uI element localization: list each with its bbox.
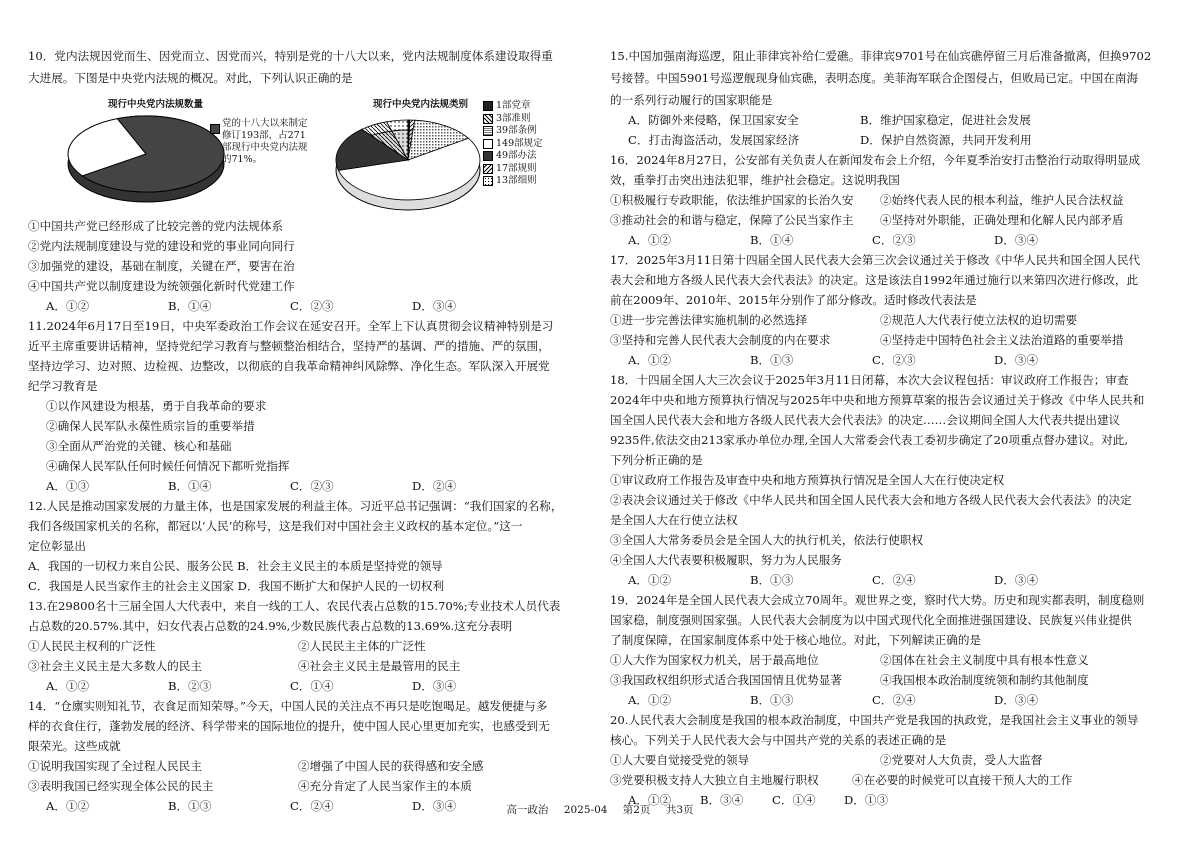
chart2-legend-swatch — [483, 176, 493, 186]
q19-statement: ③我国政权组织形式适合我国国情且优势显著 — [610, 673, 842, 687]
q15-option-b[interactable]: B．维护国家稳定，促进社会发展 — [860, 113, 1031, 127]
footer-total: 共3页 — [665, 804, 694, 816]
q18-stem-line: 9235件,依法交由213家承办单位办理,全国人大常委会代表工委初步确定了20项重点督办建议。对此, — [610, 433, 1129, 447]
q17-statements-row — [610, 310, 1150, 330]
q10-statement: ①中国共产党已经形成了比较完善的党内法规体系 — [28, 219, 284, 233]
q13-options — [46, 676, 534, 696]
q11-stem-line: 11.2024年6月17日至19日，中央军委政治工作会议在延安召开。全军上下认真贯彻会议精神特别是习 — [28, 319, 554, 333]
page-footer — [0, 802, 1200, 817]
q17-statement: ③坚持和完善人民代表大会制度的内在要求 — [610, 333, 831, 347]
q20-statement: ③党要积极支持人大独立自主地履行职权 — [610, 773, 819, 787]
q19-options — [628, 690, 1116, 710]
q13-option-c[interactable]: C．①④ — [290, 679, 334, 693]
q16-statements-row — [610, 210, 1150, 230]
q10-option-b[interactable]: B．①④ — [168, 299, 212, 313]
q16-options — [628, 230, 1116, 250]
q13-statement: ④社会主义民主是最管用的民主 — [298, 659, 461, 673]
q19-option-d[interactable]: D．③④ — [994, 693, 1039, 707]
q17-statement: ②规范人大代表行使立法权的迫切需要 — [880, 313, 1078, 327]
q18-statement: ②表决会议通过关于修改《中华人民共和国全国人民代表大会和地方各级人民代表大会代表法》的决定 — [610, 493, 1132, 507]
q16-option-a[interactable]: A．①② — [628, 233, 672, 247]
q15-stem-line: 号接替。中国5901号巡逻舰现身仙宾礁，表明态度。美菲海军联合企图侵占，但败局已定。中国在南海 — [610, 71, 1139, 85]
q19-stem-line: 国家稳，制度强则国家强。人民代表大会制度为以中国式现代化全面推进强国建设、民族复兴伟业提供 — [610, 613, 1132, 627]
q19-statement: ④我国根本政治制度统领和制约其他制度 — [880, 673, 1089, 687]
q13-statement: ②人民民主主体的广泛性 — [298, 639, 426, 653]
q17-options — [628, 350, 1116, 370]
chart2-legend-swatch — [483, 139, 493, 149]
q17-statement: ④坚持走中国特色社会主义法治道路的重要举措 — [880, 333, 1124, 347]
q13-statements-row — [28, 656, 568, 676]
q15-option-c[interactable]: C．打击海盗活动，发展国家经济 — [628, 133, 800, 147]
q18-statement: ①审议政府工作报告及审查中央和地方预算执行情况是全国人大在行使决定权 — [610, 473, 1005, 487]
chart2-legend — [483, 100, 543, 188]
q11-statement: ②确保人民军队永葆性质宗旨的重要举措 — [46, 419, 255, 433]
chart2-legend-item — [483, 175, 543, 188]
chart2-legend-label: 39部条例 — [496, 125, 537, 136]
q15-options-row — [628, 130, 1130, 150]
q13-statement: ①人民民主权利的广泛性 — [28, 639, 156, 653]
q15-stem-line: 15.中国加强南海巡逻，阻止菲律宾补给仁爱礁。菲律宾9701号在仙宾礁停留三月后准备撤离，但换9702 — [610, 49, 1152, 63]
q16-stem-line: 效，重拳打击突出违法犯罪，维护社会稳定。这说明我国 — [610, 173, 900, 187]
q18-option-b[interactable]: B．①③ — [750, 573, 794, 587]
q19-statement: ①人大作为国家权力机关，居于最高地位 — [610, 653, 819, 667]
q17-stem-line: 表大会和地方各级人民代表大会代表法》的决定。这是该法自1992年通过施行以来第四次进行修改，此 — [610, 273, 1139, 287]
q17-option-a[interactable]: A．①② — [628, 353, 672, 367]
q10-stem-line: 10．党内法规因党而生、因党而立、因党而兴，特别是党的十八大以来，党内法规制度体系建设取得重 — [28, 49, 553, 63]
q11-statement: ④确保人民军队任何时候任何情况下都听党指挥 — [46, 459, 290, 473]
q20-statement: ④在必要的时候党可以直接干预人大的工作 — [852, 773, 1073, 787]
q10-options — [46, 296, 534, 316]
q18-statement: ④全国人大代表要积极履职，努力为人民服务 — [610, 553, 842, 567]
chart1-annotation: 党的十八大以来制定修订193部，占271部现行中央党内法规的71%。 — [222, 118, 308, 165]
chart2-legend-item — [483, 138, 543, 151]
q18-option-c[interactable]: C．②④ — [872, 573, 916, 587]
q14-option-c[interactable]: C．②④ — [290, 799, 334, 813]
q12-stem-line: 12.人民是推动国家发展的力量主体，也是国家发展的利益主体。习近平总书记强调：“我们国家的名称， — [28, 499, 563, 513]
chart2-legend-item — [483, 163, 543, 176]
q19-option-b[interactable]: B．①③ — [750, 693, 794, 707]
q17-stem-line: 前在2009年、2010年、2015年分别作了部分修改。适时修改代表法是 — [610, 293, 977, 307]
q18-stem-line: 2024年中央和地方预算执行情况与2025年中央和地方预算草案的报告会议通过关于修改《中华人民共和 — [610, 393, 1145, 407]
q10-statement: ③加强党的建设，基础在制度，关键在严，要害在治 — [28, 259, 295, 273]
q16-option-b[interactable]: B．①④ — [750, 233, 794, 247]
q16-option-d[interactable]: D．③④ — [994, 233, 1039, 247]
q14-stem-line: 14．“仓廪实则知礼节，衣食足而知荣辱。”今天，中国人民的关注点不再只是吃饱喝足。越发便捷与多 — [28, 699, 548, 713]
footer-page: 第2页 — [622, 804, 651, 816]
chart2-legend-item — [483, 125, 543, 138]
q10-option-a[interactable]: A．①② — [46, 299, 90, 313]
q19-option-c[interactable]: C．②④ — [872, 693, 916, 707]
q11-option-d[interactable]: D．②④ — [412, 479, 457, 493]
q10-option-d[interactable]: D．③④ — [412, 299, 457, 313]
q12-stem-line: 定位彰显出 — [28, 539, 86, 553]
q11-option-b[interactable]: B．①④ — [168, 479, 212, 493]
q20-statements-row — [610, 750, 1150, 770]
q10-statement: ④中国共产党以制度建设为统领强化新时代党建工作 — [28, 279, 295, 293]
q10-statement: ②党内法规制度建设与党的建设和党的事业同向同行 — [28, 239, 295, 253]
chart1-legend-swatch — [210, 124, 220, 134]
q17-statements-row — [610, 330, 1150, 350]
q11-stem-line: 近平主席重要讲话精神，坚持党纪学习教育与整顿整治相结合，坚持严的基调、严的措施、严的氛围， — [28, 339, 550, 353]
chart2-legend-item — [483, 150, 543, 163]
chart2-legend-swatch — [483, 114, 493, 124]
q11-stem-line: 纪学习教育是 — [28, 379, 98, 393]
q16-statements-row — [610, 190, 1150, 210]
q18-statement: 是全国人大在行使立法权 — [610, 513, 738, 527]
q15-option-a[interactable]: A．防御外来侵略，保卫国家安全 — [628, 113, 799, 127]
q20-stem-line: 核心。下列关于人民代表大会与中国共产党的关系的表述正确的是 — [610, 733, 947, 747]
chart2-legend-item — [483, 100, 543, 113]
q16-statement: ②始终代表人民的根本利益，维护人民合法权益 — [880, 193, 1124, 207]
q14-statement: ②增强了中国人民的获得感和安全感 — [298, 759, 484, 773]
q11-options — [46, 476, 534, 496]
q13-option-b[interactable]: B．②③ — [168, 679, 212, 693]
chart2-legend-label: 13部细则 — [496, 175, 537, 186]
q14-statement: ④充分肯定了人民当家作主的本质 — [298, 779, 472, 793]
chart2-legend-label: 49部办法 — [496, 150, 537, 161]
q12-options-cd[interactable]: C．我国是人民当家作主的社会主义国家 D．我国不断扩大和保护人民的一切权利 — [28, 579, 445, 593]
footer-date: 2025-04 — [563, 804, 608, 816]
q14-statements-row — [28, 776, 568, 796]
chart2-legend-swatch — [483, 151, 493, 161]
q19-statements-row — [610, 670, 1150, 690]
q14-statements-row — [28, 756, 568, 776]
q18-stem-line: 18．十四届全国人大三次会议于2025年3月11日闭幕，本次大会议程包括：审议政府工作报告；审查 — [610, 373, 1129, 387]
q14-statement: ③表明我国已经实现全体公民的民主 — [28, 779, 214, 793]
q20-stem-line: 20.人民代表大会制度是我国的根本政治制度，中国共产党是我国的执政党，是我国社会主义事业的领导 — [610, 713, 1139, 727]
q16-stem-line: 16．2024年8月27日，公安部有关负责人在新闻发布会上介绍，今年夏季治安打击整治行动取得明显成 — [610, 153, 1141, 167]
q10-option-c[interactable]: C．②③ — [290, 299, 334, 313]
q11-statement: ①以作风建设为根基，勇于自我革命的要求 — [46, 399, 267, 413]
q20-option-a[interactable]: A．①② — [628, 793, 672, 807]
chart2-title: 现行中央党内法规类别 — [373, 99, 469, 110]
q17-option-c[interactable]: C．②③ — [872, 353, 916, 367]
q14-stem-line: 样的衣食住行，蓬勃发展的经济、科学带来的国际地位的提升，使中国人民心里更加充实，也感受到无 — [28, 719, 550, 733]
chart2-legend-item — [483, 113, 543, 126]
q11-option-c[interactable]: C．②③ — [290, 479, 334, 493]
q12-stem-line: 我们各级国家机关的名称，都冠以‘人民’的称号，这是我们对中国社会主义政权的基本定位。”这一 — [28, 519, 523, 533]
q20-statement: ②党要对人大负责，受人大监督 — [880, 753, 1043, 767]
q14-option-b[interactable]: B．①③ — [168, 799, 212, 813]
q17-option-b[interactable]: B．①③ — [750, 353, 794, 367]
q17-option-d[interactable]: D．③④ — [994, 353, 1039, 367]
q16-option-c[interactable]: C．②③ — [872, 233, 916, 247]
q19-option-a[interactable]: A．①② — [628, 693, 672, 707]
q18-statement: ③全国人大常务委员会是全国人大的执行机关，依法行使职权 — [610, 533, 924, 547]
q13-statements-row — [28, 636, 568, 656]
chart2-legend-label: 3部准则 — [496, 112, 531, 124]
chart2-legend-swatch — [483, 164, 493, 174]
q18-options — [628, 570, 1116, 590]
q20-option-d[interactable]: D．①③ — [844, 793, 889, 807]
q14-statement: ①说明我国实现了全过程人民民主 — [28, 759, 202, 773]
chart2-legend-label: 17部规则 — [496, 162, 537, 174]
chart2-legend-swatch — [483, 126, 493, 136]
q14-option-a[interactable]: A．①② — [46, 799, 90, 813]
q10-stem-line: 大进展。下图是中央党内法规的概况。对此，下列认识正确的是 — [28, 71, 353, 85]
chart2-legend-label: 149部规定 — [496, 137, 543, 149]
q19-statement: ②国体在社会主义制度中具有根本性意义 — [880, 653, 1089, 667]
q17-stem-line: 17．2025年3月11日第十四届全国人民代表大会第三次会议通过关于修改《中华人民共和国全国人民代 — [610, 253, 1141, 267]
q13-stem-line: 13.在29800名十三届全国人大代表中，来自一线的工人、农民代表占总数的15.70%;专业技术人员代表 — [28, 599, 561, 613]
q13-statement: ③社会主义民主是大多数人的民主 — [28, 659, 202, 673]
q13-stem-line: 占总数的20.57%.其中，妇女代表占总数的24.9%,少数民族代表占总数的13.69%.这充分表明 — [28, 619, 513, 633]
q15-stem-line: 的一系列行动履行的国家职能是 — [610, 93, 773, 107]
q16-statement: ④坚持对外职能，正确处理和化解人民内部矛盾 — [880, 213, 1124, 227]
chart2-pie — [333, 108, 493, 218]
q13-option-d[interactable]: D．③④ — [412, 679, 457, 693]
q18-option-a[interactable]: A．①② — [628, 573, 672, 587]
q13-option-a[interactable]: A．①② — [46, 679, 90, 693]
q14-stem-line: 限荣光。这些成就 — [28, 739, 121, 753]
q11-option-a[interactable]: A．①③ — [46, 479, 90, 493]
footer-subject: 高一政治 — [506, 804, 549, 816]
q14-option-d[interactable]: D．③④ — [412, 799, 457, 813]
q19-statements-row — [610, 650, 1150, 670]
q19-stem-line: 19．2024年是全国人民代表大会成立70周年。观世界之变，察时代大势。历史和现实都表明，制度稳则 — [610, 593, 1145, 607]
q20-option-c[interactable]: C．①④ — [772, 793, 816, 807]
q15-options-row — [628, 110, 1130, 130]
q19-stem-line: 了制度保障，在国家制度体系中处于核心地位。对此，下列解读正确的是 — [610, 633, 982, 647]
q15-option-d[interactable]: D．保护自然资源，共同开发利用 — [860, 133, 1032, 147]
q17-statement: ①进一步完善法律实施机制的必然选择 — [610, 313, 808, 327]
q18-option-d[interactable]: D．③④ — [994, 573, 1039, 587]
q18-stem-line: 国全国人民代表大会和地方各级人民代表大会代表法》的决定……会议期间全国人大代表共提出建议 — [610, 413, 1121, 427]
chart2-legend-swatch — [483, 101, 493, 111]
q12-options-ab[interactable]: A．我国的一切权力来自公民、服务公民 B．社会主义民主的本质是坚持党的领导 — [28, 559, 443, 573]
q16-statement: ①积极履行专政职能，依法维护国家的长治久安 — [610, 193, 854, 207]
q20-statement: ①人大要自觉接受党的领导 — [610, 753, 750, 767]
chart1-title: 现行中央党内法规数量 — [108, 99, 204, 110]
q16-statement: ③推动社会的和谐与稳定，保障了公民当家作主 — [610, 213, 854, 227]
q11-statement: ③全面从严治党的关键、核心和基础 — [46, 439, 232, 453]
q18-stem-line: 下列分析正确的是 — [610, 453, 703, 467]
q20-option-b[interactable]: B．③④ — [700, 793, 744, 807]
q11-stem-line: 坚持边学习、边对照、边检视、边整改，以彻底的自我革命精神纠风除弊、净化生态。军队深入开展党 — [28, 359, 550, 373]
q20-statements-row — [610, 770, 1122, 790]
chart2-legend-label: 1部党章 — [496, 100, 531, 111]
